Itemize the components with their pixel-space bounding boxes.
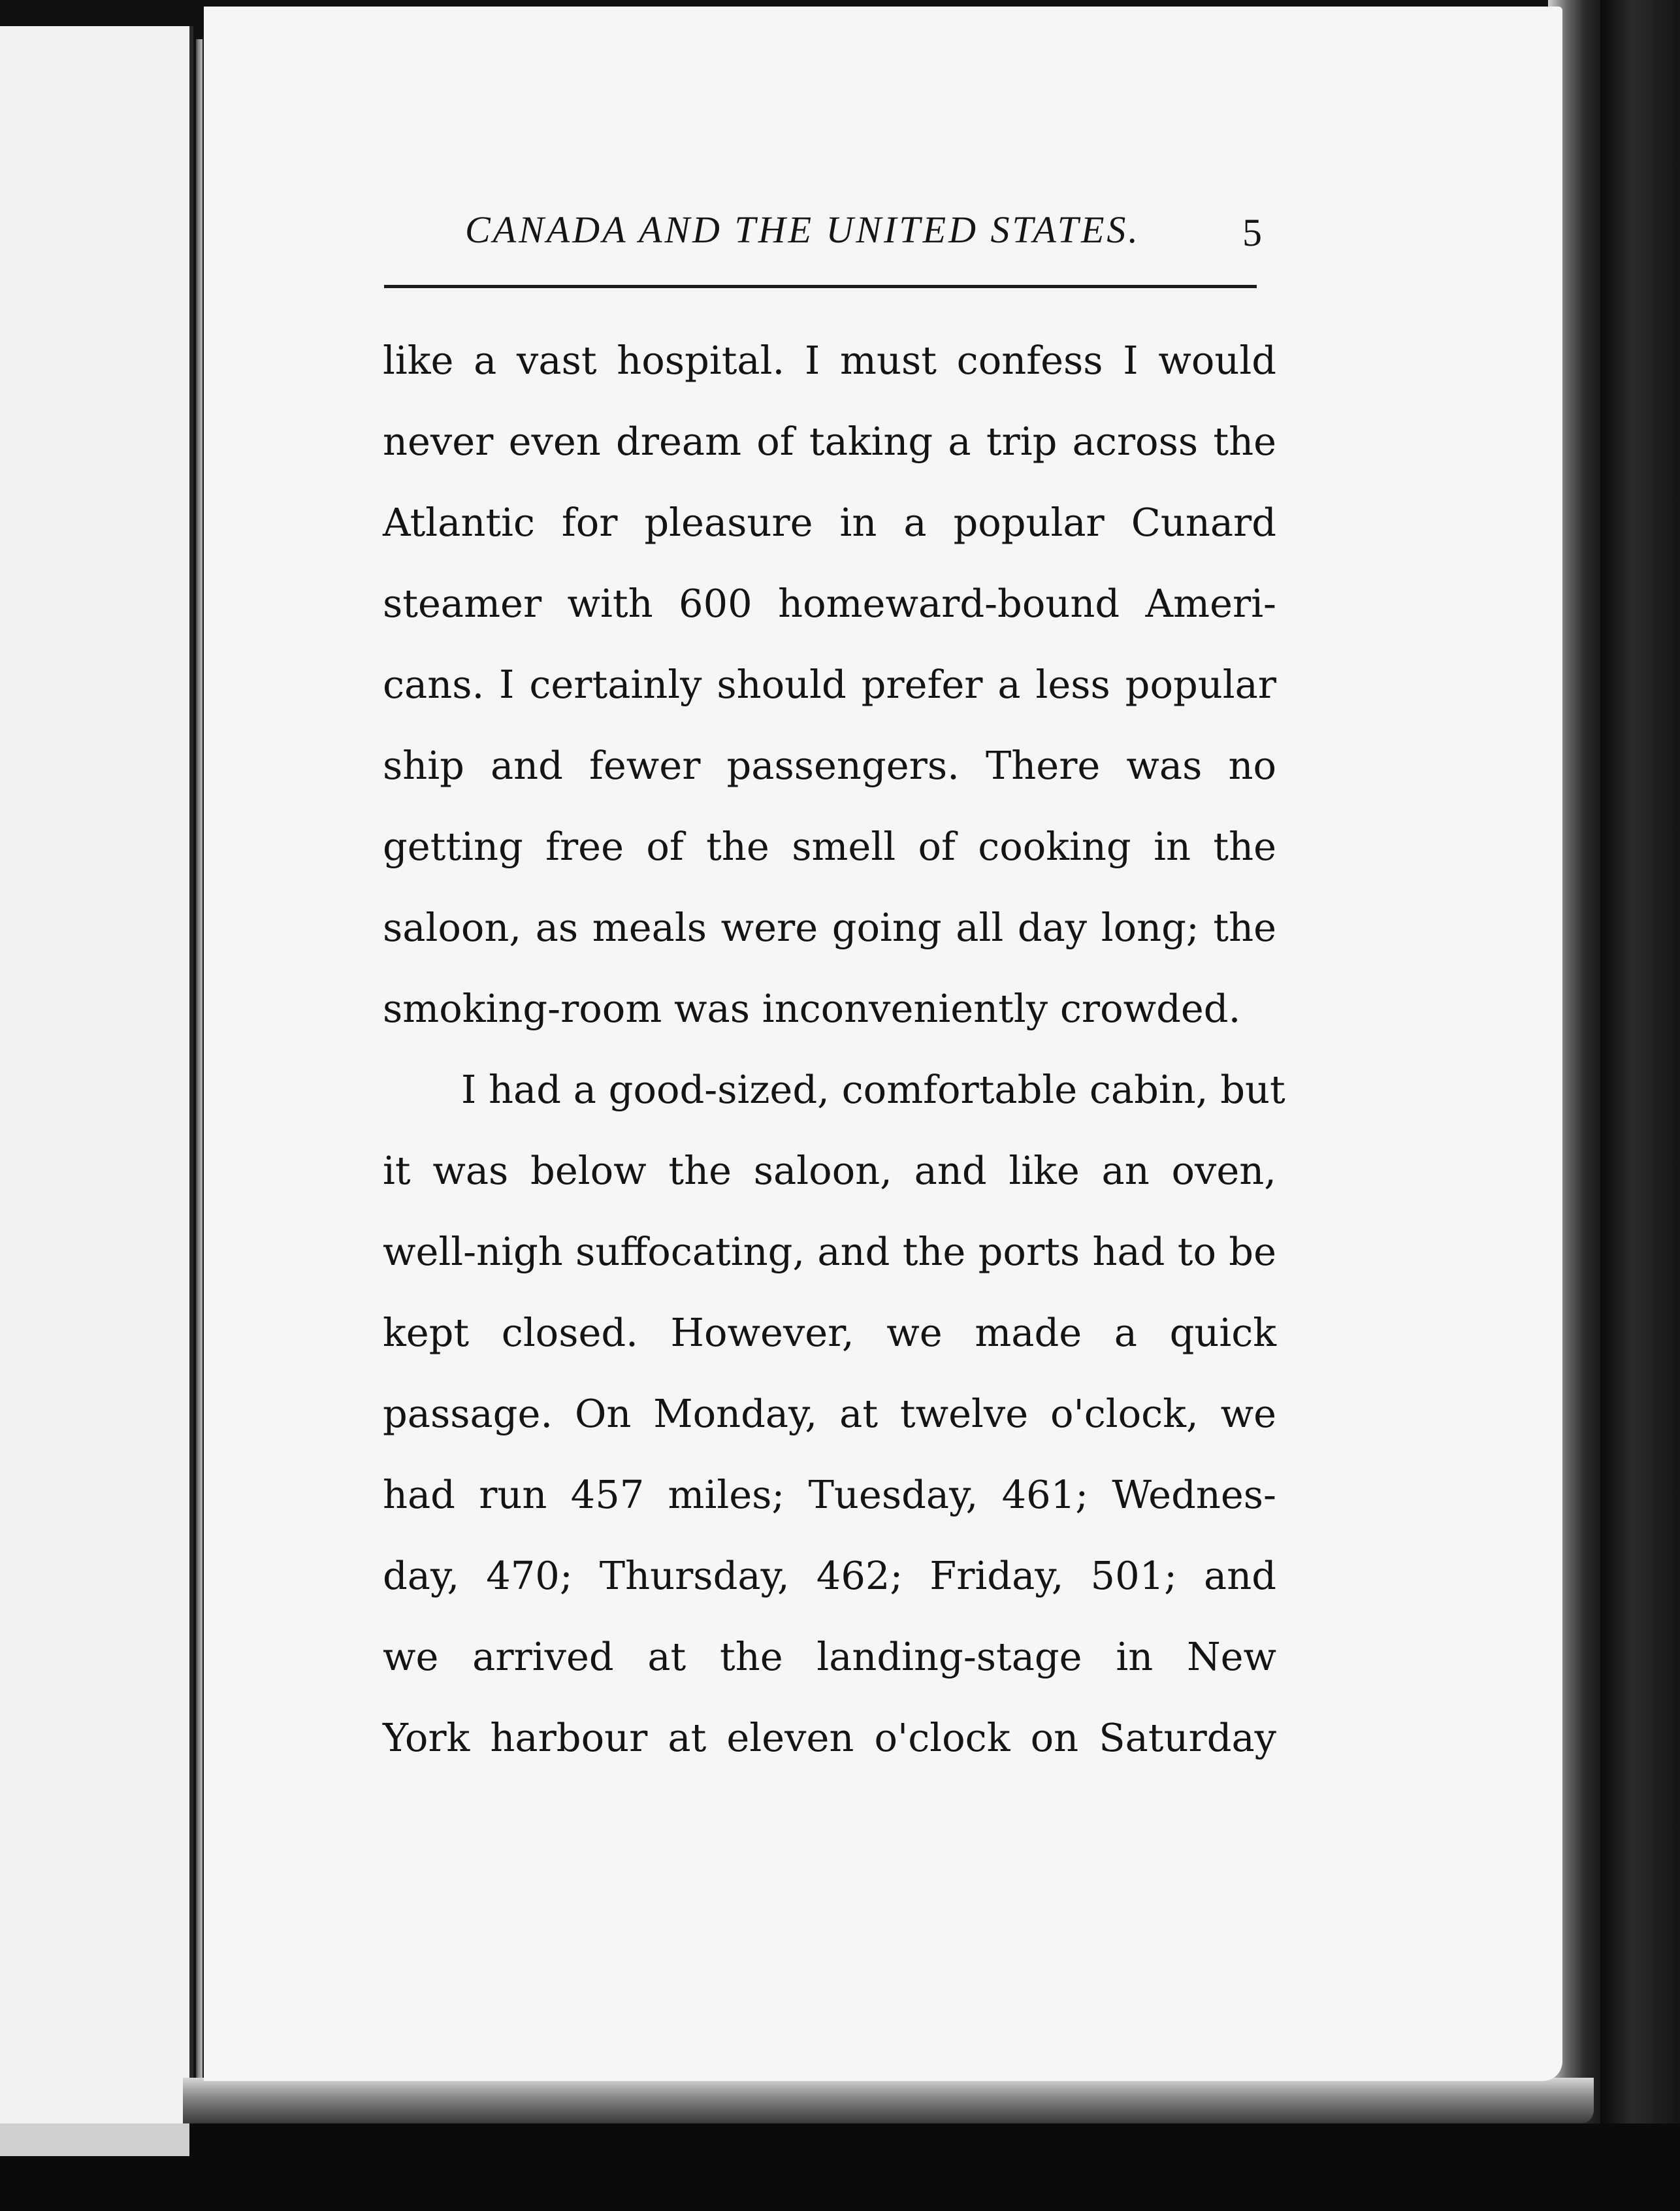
facing-page [0, 26, 193, 2123]
facing-page-bottom [0, 2123, 189, 2156]
text-line: day, 470; Thursday, 462; Friday, 501; and [383, 1553, 1276, 1598]
text-line: we arrived at the landing-stage in New [383, 1634, 1276, 1679]
text-line: kept closed. However, we made a quick [383, 1310, 1276, 1355]
text-line: passage. On Monday, at twelve o'clock, we [383, 1391, 1276, 1436]
text-line: getting free of the smell of cooking in the [383, 824, 1276, 869]
header-rule [384, 285, 1257, 288]
body-text [383, 320, 1285, 1778]
text-line: York harbour at eleven o'clock on Saturday [383, 1715, 1276, 1760]
book-cover-edge [1600, 0, 1680, 2211]
text-line: Atlantic for pleasure in a popular Cunard [383, 500, 1276, 545]
text-line: I had a good-sized, comfortable cabin, but [461, 1067, 1285, 1112]
page-bottom-edge [183, 2078, 1594, 2123]
text-line: ship and fewer passengers. There was no [383, 743, 1276, 788]
text-line: well-nigh suffocating, and the ports had to be [383, 1229, 1276, 1274]
text-line: cans. I certainly should prefer a less popular [383, 662, 1276, 707]
text-line: had run 457 miles; Tuesday, 461; Wednes- [383, 1472, 1276, 1517]
text-line: it was below the saloon, and like an oven, [383, 1148, 1276, 1193]
gutter-shadow [196, 39, 202, 2097]
page-number: 5 [1242, 211, 1262, 254]
running-head: CANADA AND THE UNITED STATES. [465, 208, 1140, 251]
text-line: like a vast hospital. I must confess I would [383, 338, 1276, 383]
text-line: saloon, as meals were going all day long; the [383, 905, 1276, 950]
text-line: steamer with 600 homeward-bound Ameri- [383, 581, 1276, 626]
text-line: never even dream of taking a trip across the [383, 419, 1276, 464]
text-line: smoking-room was inconveniently crowded. [383, 986, 1241, 1031]
scan-background [0, 2123, 1680, 2211]
